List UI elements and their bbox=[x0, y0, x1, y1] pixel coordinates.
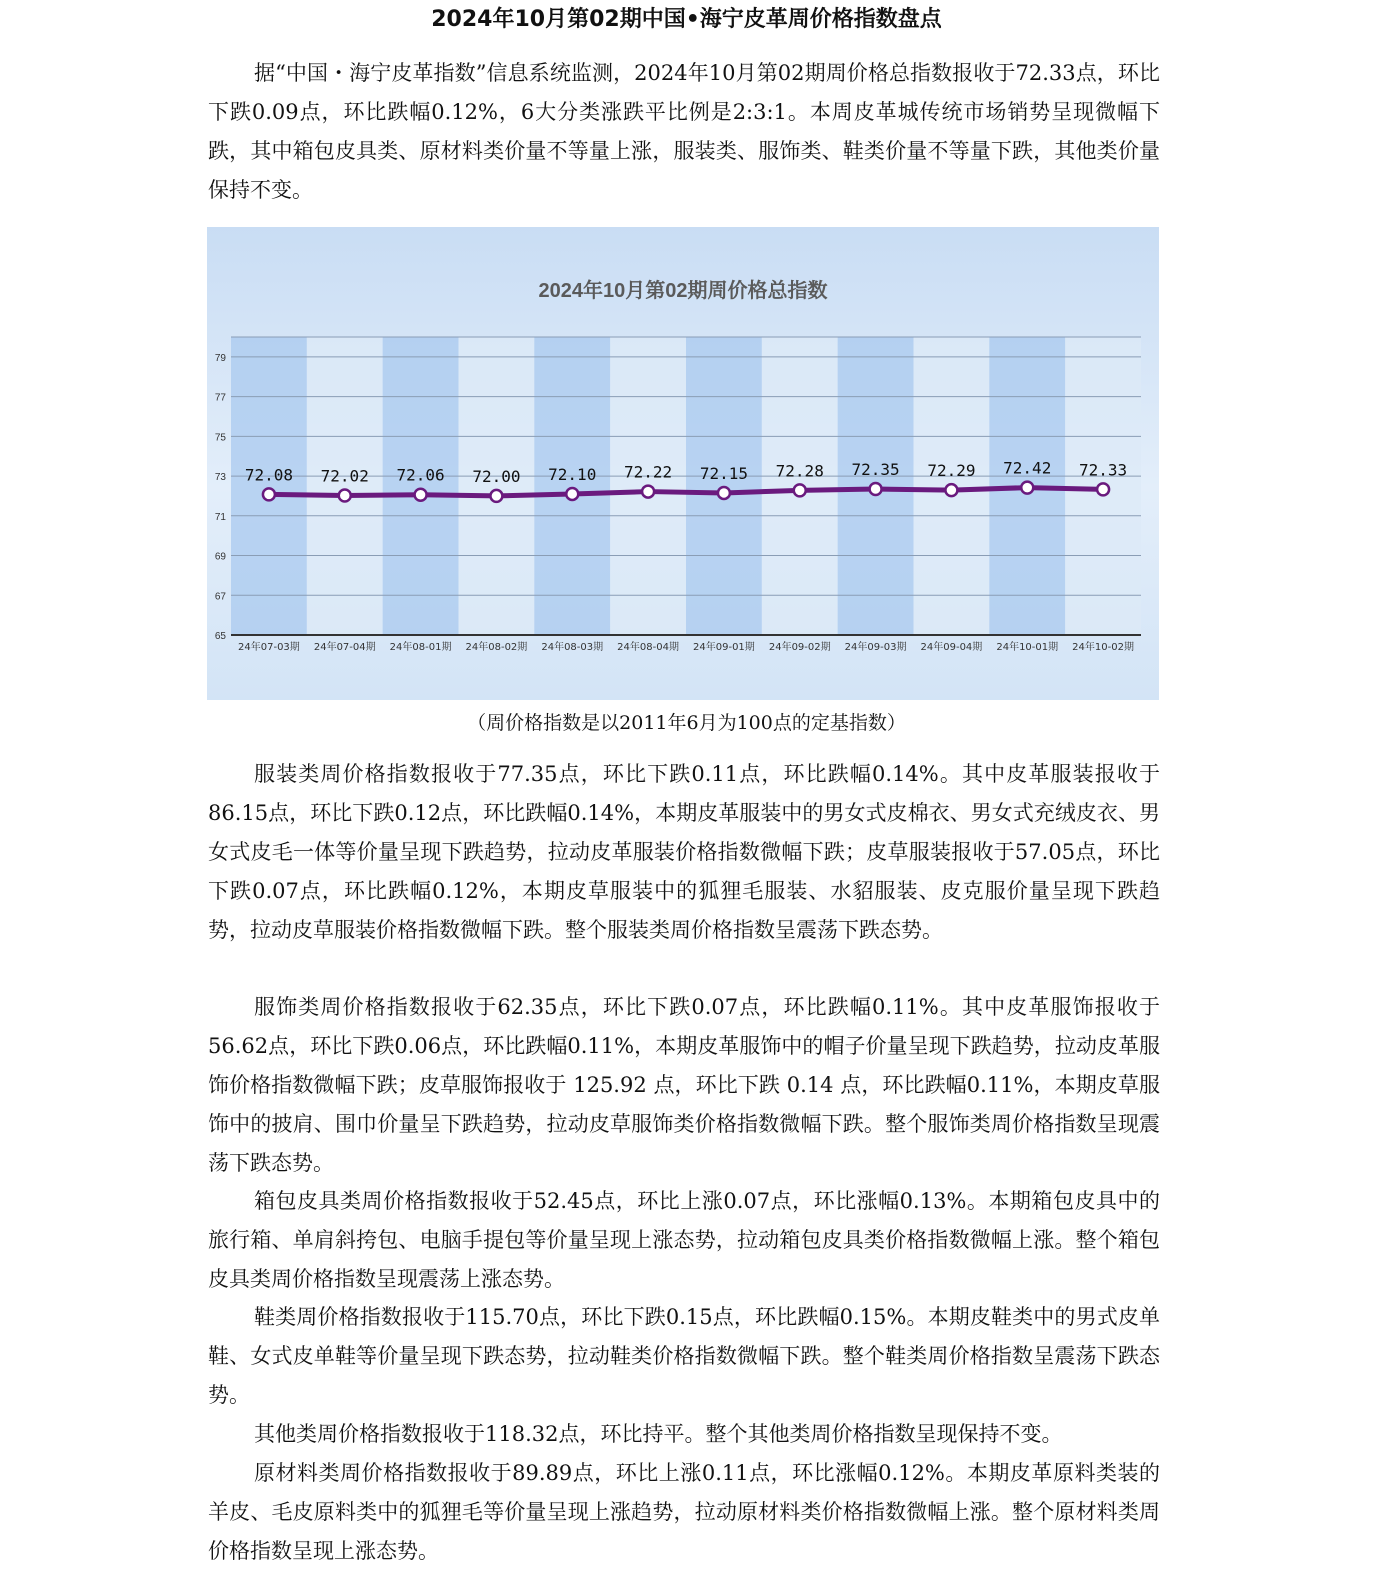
x-tick-label: 24年09-01期 bbox=[693, 642, 755, 653]
data-point bbox=[490, 490, 502, 502]
data-point bbox=[566, 488, 578, 500]
accessories-paragraph: 服饰类周价格指数报收于62.35点，环比下跌0.07点，环比跌幅0.11%。其中皮革服饰报收于56.62点，环比下跌0.06点，环比跌幅0.11%，本期皮革服饰中的帽子价量呈现下跌趋势，拉动皮革服饰价格指数微幅下跌；皮草服饰报收于 125.92 点，环比下跌 0.14 点，环比跌幅0.11%，本期皮草服饰中的披肩、围巾价量呈下跌趋势，拉动皮草服饰类价格指数微幅下跌。整个服饰类周价格指数呈现震荡下跌态势。 bbox=[208, 995, 1160, 1175]
x-tick-label: 24年07-03期 bbox=[238, 642, 300, 653]
price-index-chart bbox=[207, 227, 1159, 700]
chart-svg bbox=[207, 227, 1159, 700]
data-point bbox=[945, 484, 957, 496]
category-band bbox=[307, 337, 383, 635]
data-label: 72.15 bbox=[699, 463, 749, 483]
data-label: 72.10 bbox=[548, 464, 597, 484]
y-tick-label: 67 bbox=[214, 591, 226, 603]
y-tick-label: 77 bbox=[214, 392, 226, 404]
x-tick-label: 24年10-02期 bbox=[1072, 642, 1134, 653]
data-point bbox=[415, 489, 427, 501]
page-title: 2024年10月第02期中国•海宁皮革周价格指数盘点 bbox=[431, 7, 942, 32]
y-tick-label: 65 bbox=[214, 631, 226, 642]
data-label: 72.42 bbox=[1003, 458, 1052, 478]
data-point bbox=[263, 488, 275, 500]
bags-paragraph: 箱包皮具类周价格指数报收于52.45点，环比上涨0.07点，环比涨幅0.13%。本期箱包皮具中的旅行箱、单肩斜挎包、电脑手提包等价量呈现上涨态势，拉动箱包皮具类价格指数微幅上涨。整个箱包皮具类周价格指数呈现震荡上涨态势。 bbox=[208, 1189, 1160, 1291]
y-tick-label: 73 bbox=[214, 472, 226, 484]
y-tick-label: 71 bbox=[214, 511, 226, 523]
y-tick-label: 75 bbox=[214, 432, 226, 444]
x-tick-label: 24年07-04期 bbox=[313, 642, 376, 653]
x-tick-label: 24年09-04期 bbox=[920, 642, 983, 653]
shoes-paragraph: 鞋类周价格指数报收于115.70点，环比下跌0.15点，环比跌幅0.15%。本期皮鞋类中的男式皮单鞋、女式皮单鞋等价量呈现下跌态势，拉动鞋类价格指数微幅下跌。整个鞋类周价格指数呈震荡下跌态势。 bbox=[208, 1305, 1160, 1407]
data-point bbox=[794, 484, 806, 496]
data-label: 72.08 bbox=[244, 465, 294, 485]
x-tick-label: 24年08-01期 bbox=[389, 642, 452, 653]
data-label: 72.35 bbox=[851, 459, 900, 479]
data-label: 72.00 bbox=[472, 466, 521, 486]
chart-title: 2024年10月第02期周价格总指数 bbox=[538, 280, 828, 302]
category-band bbox=[231, 337, 307, 635]
x-tick-label: 24年09-03期 bbox=[844, 642, 907, 653]
data-point bbox=[870, 483, 882, 495]
x-tick-label: 24年10-01期 bbox=[996, 642, 1059, 653]
x-tick-label: 24年08-02期 bbox=[465, 642, 528, 653]
intro-paragraph: 据“中国・海宁皮革指数”信息系统监测，2024年10月第02期周价格总指数报收于72.33点，环比下跌0.09点，环比跌幅0.12%，6大分类涨跌平比例是2:3:1。本周皮革城传统市场销势呈现微幅下跌，其中箱包皮具类、原材料类价量不等量上涨，服装类、服饰类、鞋类价量不等量下跌，其他类价量保持不变。 bbox=[208, 61, 1160, 202]
data-label: 72.02 bbox=[320, 466, 369, 486]
data-label: 72.06 bbox=[396, 465, 445, 485]
data-point bbox=[1097, 483, 1109, 495]
category-band bbox=[383, 337, 459, 635]
category-band bbox=[534, 337, 610, 635]
data-label: 72.29 bbox=[927, 461, 976, 481]
materials-paragraph: 原材料类周价格指数报收于89.89点，环比上涨0.11点，环比涨幅0.12%。本期皮革原料类装的羊皮、毛皮原料类中的狐狸毛等价量呈现上涨趋势，拉动原材料类价格指数微幅上涨。整个原材料类周价格指数呈现上涨态势。 bbox=[208, 1461, 1160, 1563]
data-label: 72.22 bbox=[623, 462, 673, 482]
clothing-paragraph: 服装类周价格指数报收于77.35点，环比下跌0.11点，环比跌幅0.14%。其中皮革服装报收于86.15点，环比下跌0.12点，环比跌幅0.14%，本期皮革服装中的男女式皮棉衣、男女式充绒皮衣、男女式皮毛一体等价量呈现下跌趋势，拉动皮革服装价格指数微幅下跌；皮草服装报收于57.05点，环比下跌0.07点，环比跌幅0.12%，本期皮草服装中的狐狸毛服装、水貂服装、皮克服价量呈现下跌趋势，拉动皮草服装价格指数微幅下跌。整个服装类周价格指数呈震荡下跌态势。 bbox=[208, 762, 1160, 942]
x-tick-label: 24年08-04期 bbox=[617, 642, 679, 653]
category-band bbox=[459, 337, 535, 635]
data-label: 72.28 bbox=[775, 461, 824, 481]
chart-caption: （周价格指数是以2011年6月为100点的定基指数） bbox=[467, 712, 906, 734]
x-tick-label: 24年09-02期 bbox=[768, 642, 831, 653]
data-point bbox=[718, 487, 730, 499]
data-point bbox=[1021, 482, 1033, 494]
y-tick-label: 69 bbox=[214, 551, 226, 563]
y-tick-label: 79 bbox=[214, 352, 226, 364]
x-tick-label: 24年08-03期 bbox=[541, 642, 604, 653]
data-point bbox=[642, 486, 654, 498]
data-point bbox=[339, 490, 351, 502]
others-paragraph: 其他类周价格指数报收于118.32点，环比持平。整个其他类周价格指数呈现保持不变。 bbox=[254, 1422, 1063, 1446]
data-label: 72.33 bbox=[1078, 460, 1128, 480]
